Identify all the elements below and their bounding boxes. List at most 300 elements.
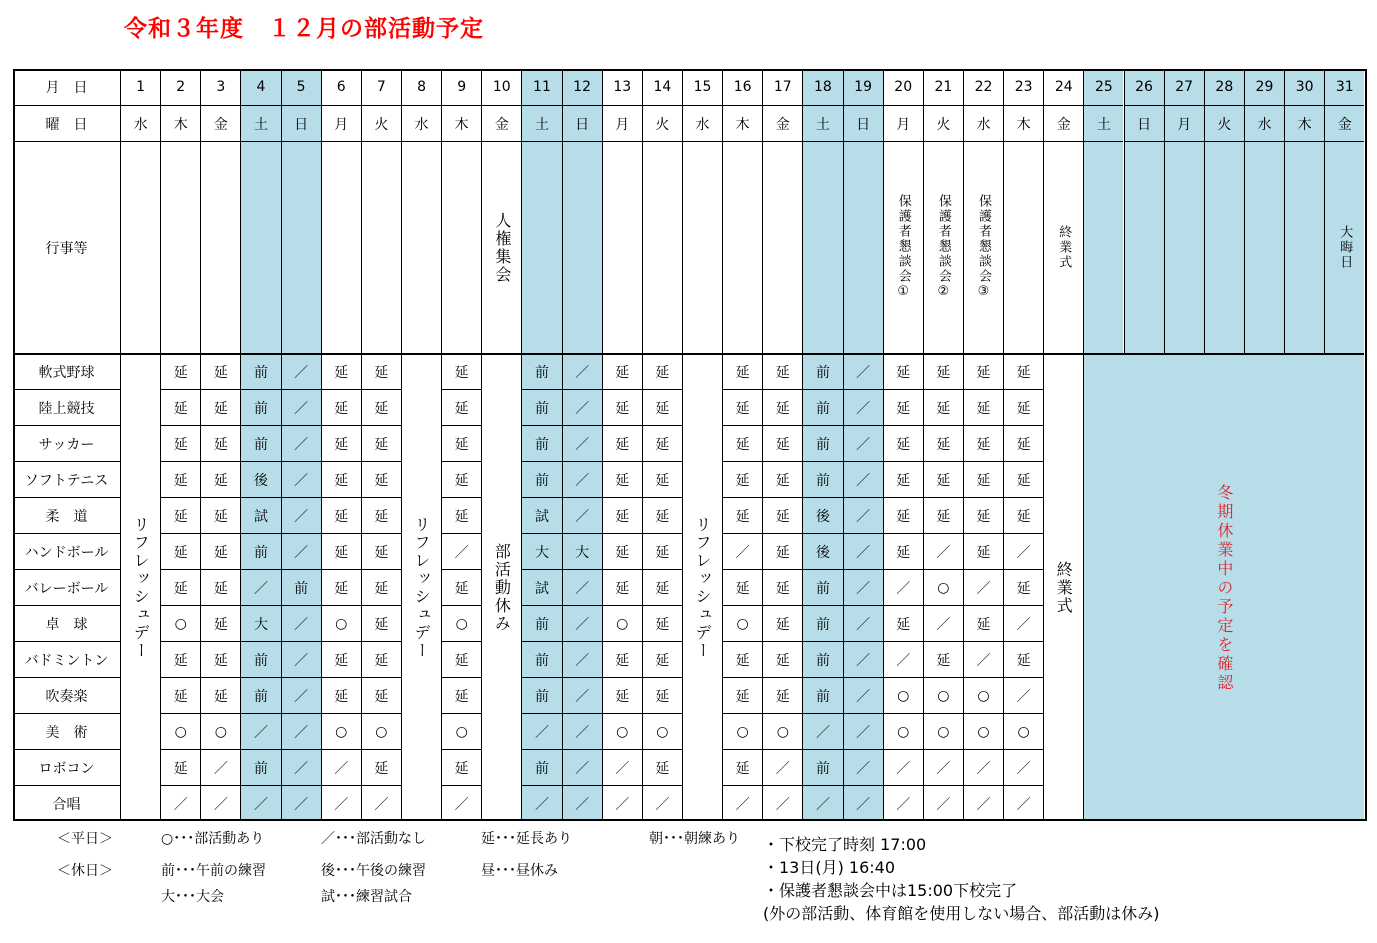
event-empty-cell <box>521 141 561 353</box>
schedule-cell: ／ <box>802 785 842 821</box>
refresh-day-cell <box>120 353 160 821</box>
schedule-cell: 前 <box>802 677 842 713</box>
weekday-cell: 金 <box>200 105 240 141</box>
legend-item: 後･･･午後の練習 <box>321 863 426 879</box>
day-number: 26 <box>1124 69 1164 105</box>
schedule-cell: ／ <box>160 785 200 821</box>
schedule-cell: ／ <box>441 533 481 569</box>
schedule-cell: 延 <box>642 389 682 425</box>
schedule-cell: ／ <box>281 785 321 821</box>
weekday-cell: 火 <box>642 105 682 141</box>
event-cell <box>883 141 923 353</box>
schedule-cell: 延 <box>923 461 963 497</box>
schedule-cell: 前 <box>240 641 280 677</box>
schedule-cell: ○ <box>883 713 923 749</box>
day-header-label: 月 日 <box>45 80 88 96</box>
schedule-cell: 試 <box>521 497 561 533</box>
schedule-cell: 延 <box>762 605 802 641</box>
schedule-cell: ／ <box>843 749 883 785</box>
weekday-cell: 月 <box>1164 105 1204 141</box>
schedule-cell: ／ <box>883 569 923 605</box>
schedule-cell: ／ <box>200 785 240 821</box>
schedule-cell: 延 <box>441 425 481 461</box>
weekday-cell: 木 <box>1284 105 1324 141</box>
page-title: 令和３年度 １２月の部活動予定 <box>124 16 484 42</box>
schedule-cell: 延 <box>883 533 923 569</box>
day-number: 4 <box>240 69 280 105</box>
schedule-cell: ／ <box>883 641 923 677</box>
schedule-cell: 延 <box>160 425 200 461</box>
refresh-day-cell <box>682 353 722 821</box>
schedule-cell: 延 <box>361 569 401 605</box>
schedule-cell: ／ <box>321 749 361 785</box>
event-empty-cell <box>762 141 802 353</box>
weekday-cell: 水 <box>682 105 722 141</box>
weekday-cell: 土 <box>521 105 561 141</box>
note-line: ・13日(月) 16:40 <box>763 858 896 877</box>
schedule-cell: 延 <box>642 353 682 389</box>
schedule-cell: 前 <box>521 353 561 389</box>
schedule-cell: 延 <box>1003 641 1043 677</box>
day-number: 3 <box>200 69 240 105</box>
schedule-cell: 延 <box>642 425 682 461</box>
schedule-cell: 前 <box>802 569 842 605</box>
event-text: 保護者懇談会② <box>935 194 951 301</box>
weekday-cell: 木 <box>160 105 200 141</box>
event-text: 保護者懇談会① <box>895 194 911 301</box>
schedule-cell: ／ <box>281 749 321 785</box>
schedule-cell: ／ <box>562 713 602 749</box>
schedule-cell: 延 <box>883 425 923 461</box>
schedule-cell: ○ <box>923 569 963 605</box>
schedule-cell: 延 <box>963 353 1003 389</box>
event-empty-cell <box>321 141 361 353</box>
schedule-cell: 前 <box>521 389 561 425</box>
schedule-cell: ／ <box>562 389 602 425</box>
day-number: 10 <box>481 69 521 105</box>
event-empty-cell <box>602 141 642 353</box>
schedule-cell: ／ <box>562 749 602 785</box>
schedule-cell: ／ <box>602 785 642 821</box>
schedule-cell: 延 <box>722 641 762 677</box>
legend-item: 朝･･･朝練あり <box>649 831 740 847</box>
schedule-cell: ／ <box>281 533 321 569</box>
schedule-cell: 延 <box>441 569 481 605</box>
day-number: 9 <box>441 69 481 105</box>
schedule-cell: 延 <box>200 425 240 461</box>
day-number: 11 <box>521 69 561 105</box>
weekday-cell: 金 <box>762 105 802 141</box>
schedule-cell: ／ <box>562 461 602 497</box>
day-number: 31 <box>1324 69 1364 105</box>
schedule-cell: 延 <box>441 353 481 389</box>
schedule-cell: 延 <box>441 461 481 497</box>
schedule-cell: 延 <box>762 533 802 569</box>
event-empty-cell <box>281 141 321 353</box>
schedule-cell: 延 <box>160 497 200 533</box>
schedule-cell: 延 <box>883 353 923 389</box>
schedule-cell: ○ <box>923 677 963 713</box>
schedule-cell: 延 <box>602 425 642 461</box>
schedule-cell: 大 <box>521 533 561 569</box>
schedule-cell: 延 <box>602 389 642 425</box>
schedule-cell: 後 <box>240 461 280 497</box>
day-number: 27 <box>1164 69 1204 105</box>
schedule-cell: 延 <box>762 461 802 497</box>
weekday-cell: 水 <box>963 105 1003 141</box>
schedule-cell: ○ <box>762 713 802 749</box>
schedule-cell: 延 <box>361 749 401 785</box>
schedule-cell: 延 <box>361 641 401 677</box>
schedule-cell: ／ <box>602 749 642 785</box>
weekday-cell: 月 <box>602 105 642 141</box>
schedule-cell: 前 <box>802 461 842 497</box>
schedule-cell: ／ <box>923 533 963 569</box>
weekday-cell: 金 <box>1324 105 1364 141</box>
schedule-cell: ／ <box>722 533 762 569</box>
schedule-table <box>13 69 1367 821</box>
schedule-cell: ／ <box>240 785 280 821</box>
event-empty-cell <box>200 141 240 353</box>
schedule-cell: 前 <box>802 641 842 677</box>
schedule-cell: 延 <box>200 497 240 533</box>
schedule-cell: ／ <box>281 461 321 497</box>
schedule-cell: ／ <box>281 353 321 389</box>
schedule-cell: 延 <box>923 389 963 425</box>
weekday-cell: 日 <box>281 105 321 141</box>
schedule-cell: 延 <box>642 605 682 641</box>
schedule-cell: 延 <box>361 461 401 497</box>
schedule-cell: 前 <box>521 605 561 641</box>
club-break-cell <box>481 353 521 821</box>
schedule-cell: ○ <box>642 713 682 749</box>
schedule-cell: 延 <box>602 641 642 677</box>
schedule-cell: ／ <box>281 641 321 677</box>
weekday-cell: 土 <box>802 105 842 141</box>
refresh-day-cell <box>401 353 441 821</box>
day-number: 22 <box>963 69 1003 105</box>
schedule-cell: 延 <box>923 497 963 533</box>
schedule-cell: ／ <box>843 425 883 461</box>
schedule-cell: 延 <box>1003 425 1043 461</box>
day-number: 17 <box>762 69 802 105</box>
refresh-day-cell-text: リフレッシュデー <box>412 516 432 660</box>
schedule-cell: ／ <box>200 749 240 785</box>
schedule-cell: 延 <box>321 569 361 605</box>
schedule-cell: 延 <box>642 749 682 785</box>
day-number: 30 <box>1284 69 1324 105</box>
schedule-cell: ○ <box>441 713 481 749</box>
day-number: 23 <box>1003 69 1043 105</box>
schedule-cell: 前 <box>240 533 280 569</box>
weekday-cell: 金 <box>481 105 521 141</box>
schedule-cell: 試 <box>240 497 280 533</box>
schedule-cell: 延 <box>321 461 361 497</box>
schedule-cell: 延 <box>642 569 682 605</box>
day-number: 7 <box>361 69 401 105</box>
schedule-cell: 延 <box>762 425 802 461</box>
schedule-cell: ／ <box>722 785 762 821</box>
schedule-cell: ／ <box>843 533 883 569</box>
schedule-cell: 延 <box>642 497 682 533</box>
schedule-cell: 延 <box>441 677 481 713</box>
schedule-cell: 延 <box>321 389 361 425</box>
schedule-cell: 前 <box>521 425 561 461</box>
schedule-cell: 延 <box>160 749 200 785</box>
day-number: 1 <box>120 69 160 105</box>
schedule-cell: 延 <box>200 605 240 641</box>
schedule-cell: 延 <box>200 533 240 569</box>
schedule-cell: ／ <box>562 497 602 533</box>
schedule-cell: 延 <box>762 353 802 389</box>
schedule-cell: 延 <box>321 641 361 677</box>
schedule-cell: 延 <box>762 641 802 677</box>
event-empty-cell <box>441 141 481 353</box>
club-name: 吹奏楽 <box>13 677 120 713</box>
schedule-cell: ／ <box>1003 749 1043 785</box>
winter-break-cell-text: 冬期休業中の予定を確認 <box>1214 483 1234 693</box>
schedule-cell: 後 <box>802 497 842 533</box>
event-cell <box>923 141 963 353</box>
schedule-cell: 延 <box>160 533 200 569</box>
club-name: 美 術 <box>13 713 120 749</box>
schedule-cell: ○ <box>883 677 923 713</box>
schedule-cell: 延 <box>441 749 481 785</box>
schedule-cell: 前 <box>802 605 842 641</box>
event-empty-cell <box>722 141 762 353</box>
note-line: ・下校完了時刻 17:00 <box>763 835 927 854</box>
schedule-cell: 延 <box>602 461 642 497</box>
weekday-cell: 水 <box>401 105 441 141</box>
schedule-cell: 延 <box>160 461 200 497</box>
legend-item: ／･･･部活動なし <box>321 831 426 847</box>
event-text: 大晦日 <box>1337 225 1353 270</box>
schedule-cell: ○ <box>160 713 200 749</box>
schedule-cell: 延 <box>722 425 762 461</box>
schedule-cell: ／ <box>642 785 682 821</box>
schedule-cell: ○ <box>602 713 642 749</box>
schedule-cell: 延 <box>321 533 361 569</box>
event-empty-cell <box>120 141 160 353</box>
day-number: 14 <box>642 69 682 105</box>
schedule-cell: 延 <box>1003 353 1043 389</box>
closing-ceremony-cell <box>1043 353 1083 821</box>
event-empty-cell <box>1003 141 1043 353</box>
weekday-cell: 日 <box>843 105 883 141</box>
schedule-cell: 延 <box>602 569 642 605</box>
schedule-cell: ／ <box>843 389 883 425</box>
club-name: 軟式野球 <box>13 353 120 389</box>
schedule-cell: 延 <box>602 497 642 533</box>
day-number: 28 <box>1204 69 1244 105</box>
weekday-cell: 金 <box>1043 105 1083 141</box>
schedule-cell: ／ <box>361 785 401 821</box>
schedule-cell: 前 <box>240 749 280 785</box>
event-empty-cell <box>401 141 441 353</box>
schedule-cell: 延 <box>200 461 240 497</box>
schedule-cell: 前 <box>240 389 280 425</box>
schedule-cell: 延 <box>361 497 401 533</box>
schedule-cell: 延 <box>200 353 240 389</box>
schedule-cell: 延 <box>963 461 1003 497</box>
club-name: 柔 道 <box>13 497 120 533</box>
day-number: 13 <box>602 69 642 105</box>
schedule-cell: ○ <box>200 713 240 749</box>
weekday-cell: 月 <box>883 105 923 141</box>
schedule-cell: 延 <box>923 641 963 677</box>
schedule-cell: 延 <box>602 353 642 389</box>
schedule-cell: ／ <box>843 461 883 497</box>
schedule-cell: 延 <box>361 353 401 389</box>
schedule-cell: ／ <box>281 713 321 749</box>
club-name: 卓 球 <box>13 605 120 641</box>
schedule-cell: 延 <box>200 389 240 425</box>
schedule-cell: 延 <box>361 605 401 641</box>
schedule-cell: ／ <box>281 605 321 641</box>
schedule-cell: 延 <box>883 497 923 533</box>
schedule-cell: 延 <box>762 389 802 425</box>
club-break-cell-text: 部活動休み <box>492 543 512 633</box>
schedule-cell: 延 <box>361 533 401 569</box>
schedule-cell: 延 <box>642 533 682 569</box>
schedule-cell: 延 <box>602 533 642 569</box>
weekday-cell: 木 <box>1003 105 1043 141</box>
schedule-cell: 延 <box>963 425 1003 461</box>
club-name: 陸上競技 <box>13 389 120 425</box>
schedule-cell: 前 <box>802 425 842 461</box>
schedule-cell: ○ <box>963 677 1003 713</box>
schedule-cell: 延 <box>963 389 1003 425</box>
schedule-cell: 延 <box>923 353 963 389</box>
schedule-cell: 延 <box>762 677 802 713</box>
day-number: 16 <box>722 69 762 105</box>
weekday-cell: 木 <box>441 105 481 141</box>
schedule-cell: ／ <box>521 785 561 821</box>
schedule-cell: ／ <box>441 785 481 821</box>
event-empty-cell <box>160 141 200 353</box>
day-number: 5 <box>281 69 321 105</box>
event-text: 保護者懇談会③ <box>976 194 991 301</box>
schedule-cell: 延 <box>160 677 200 713</box>
club-name: バレーボール <box>13 569 120 605</box>
event-empty-cell <box>361 141 401 353</box>
schedule-cell: 試 <box>521 569 561 605</box>
schedule-cell: 前 <box>240 353 280 389</box>
schedule-cell: 延 <box>883 389 923 425</box>
schedule-cell: 延 <box>321 677 361 713</box>
schedule-cell: 延 <box>361 425 401 461</box>
weekday-cell: 土 <box>240 105 280 141</box>
schedule-cell: ／ <box>562 641 602 677</box>
weekday-cell: 水 <box>120 105 160 141</box>
legend-item: 前･･･午前の練習 <box>161 863 266 879</box>
event-cell <box>481 141 521 353</box>
schedule-cell: ／ <box>923 749 963 785</box>
schedule-cell: ／ <box>883 749 923 785</box>
schedule-cell: 前 <box>281 569 321 605</box>
schedule-cell: 延 <box>642 641 682 677</box>
schedule-cell: ／ <box>562 425 602 461</box>
event-empty-cell <box>562 141 602 353</box>
schedule-cell: ／ <box>240 713 280 749</box>
day-number: 18 <box>802 69 842 105</box>
schedule-cell: 前 <box>521 461 561 497</box>
schedule-cell: 延 <box>722 569 762 605</box>
schedule-cell: ／ <box>321 785 361 821</box>
schedule-cell: 延 <box>642 461 682 497</box>
schedule-cell: ／ <box>521 713 561 749</box>
event-cell <box>1043 141 1083 353</box>
club-name: 合唱 <box>13 785 120 821</box>
weekday-cell: 日 <box>1124 105 1164 141</box>
event-cell <box>963 141 1003 353</box>
schedule-cell: 延 <box>321 497 361 533</box>
schedule-cell: 延 <box>923 425 963 461</box>
weekday-cell: 日 <box>562 105 602 141</box>
schedule-cell: 前 <box>521 677 561 713</box>
schedule-cell: ○ <box>321 713 361 749</box>
event-empty-cell <box>1164 141 1204 353</box>
day-number: 29 <box>1244 69 1284 105</box>
schedule-cell: 延 <box>361 677 401 713</box>
schedule-cell: 延 <box>160 641 200 677</box>
schedule-cell: 延 <box>762 569 802 605</box>
club-name: ロボコン <box>13 749 120 785</box>
schedule-cell: 延 <box>722 677 762 713</box>
schedule-cell: 延 <box>1003 389 1043 425</box>
day-number: 2 <box>160 69 200 105</box>
schedule-cell: ／ <box>562 785 602 821</box>
schedule-cell: ／ <box>843 713 883 749</box>
schedule-cell: 大 <box>240 605 280 641</box>
schedule-cell: ○ <box>722 713 762 749</box>
legend-item: 延･･･延長あり <box>481 831 572 847</box>
schedule-cell: ／ <box>281 497 321 533</box>
schedule-cell: ／ <box>1003 785 1043 821</box>
event-empty-cell <box>642 141 682 353</box>
day-number: 20 <box>883 69 923 105</box>
closing-ceremony-cell-text: 終業式 <box>1054 561 1074 615</box>
schedule-cell: 延 <box>722 461 762 497</box>
legend-item: 試･･･練習試合 <box>321 889 412 905</box>
schedule-cell: 延 <box>321 425 361 461</box>
schedule-cell: 延 <box>963 497 1003 533</box>
club-name: ハンドボール <box>13 533 120 569</box>
schedule-cell: ／ <box>281 389 321 425</box>
schedule-cell: 延 <box>642 677 682 713</box>
schedule-cell: ／ <box>762 785 802 821</box>
schedule-cell: 延 <box>963 605 1003 641</box>
schedule-cell: 延 <box>441 497 481 533</box>
legend-holiday-label: ＜休日＞ <box>57 863 113 879</box>
schedule-cell: ／ <box>281 677 321 713</box>
event-empty-cell <box>1204 141 1244 353</box>
day-number: 19 <box>843 69 883 105</box>
weekday-cell: 木 <box>722 105 762 141</box>
event-cell <box>1324 141 1364 353</box>
schedule-cell: 延 <box>200 569 240 605</box>
legend-weekday-label: ＜平日＞ <box>57 831 113 847</box>
refresh-day-cell-text: リフレッシュデー <box>693 516 713 660</box>
schedule-cell: ／ <box>963 569 1003 605</box>
weekday-cell: 火 <box>1204 105 1244 141</box>
event-text: 人権集会 <box>492 211 512 284</box>
club-name: ソフトテニス <box>13 461 120 497</box>
schedule-cell: ／ <box>562 605 602 641</box>
schedule-cell: 延 <box>722 749 762 785</box>
weekday-cell: 火 <box>361 105 401 141</box>
schedule-cell: 延 <box>160 389 200 425</box>
